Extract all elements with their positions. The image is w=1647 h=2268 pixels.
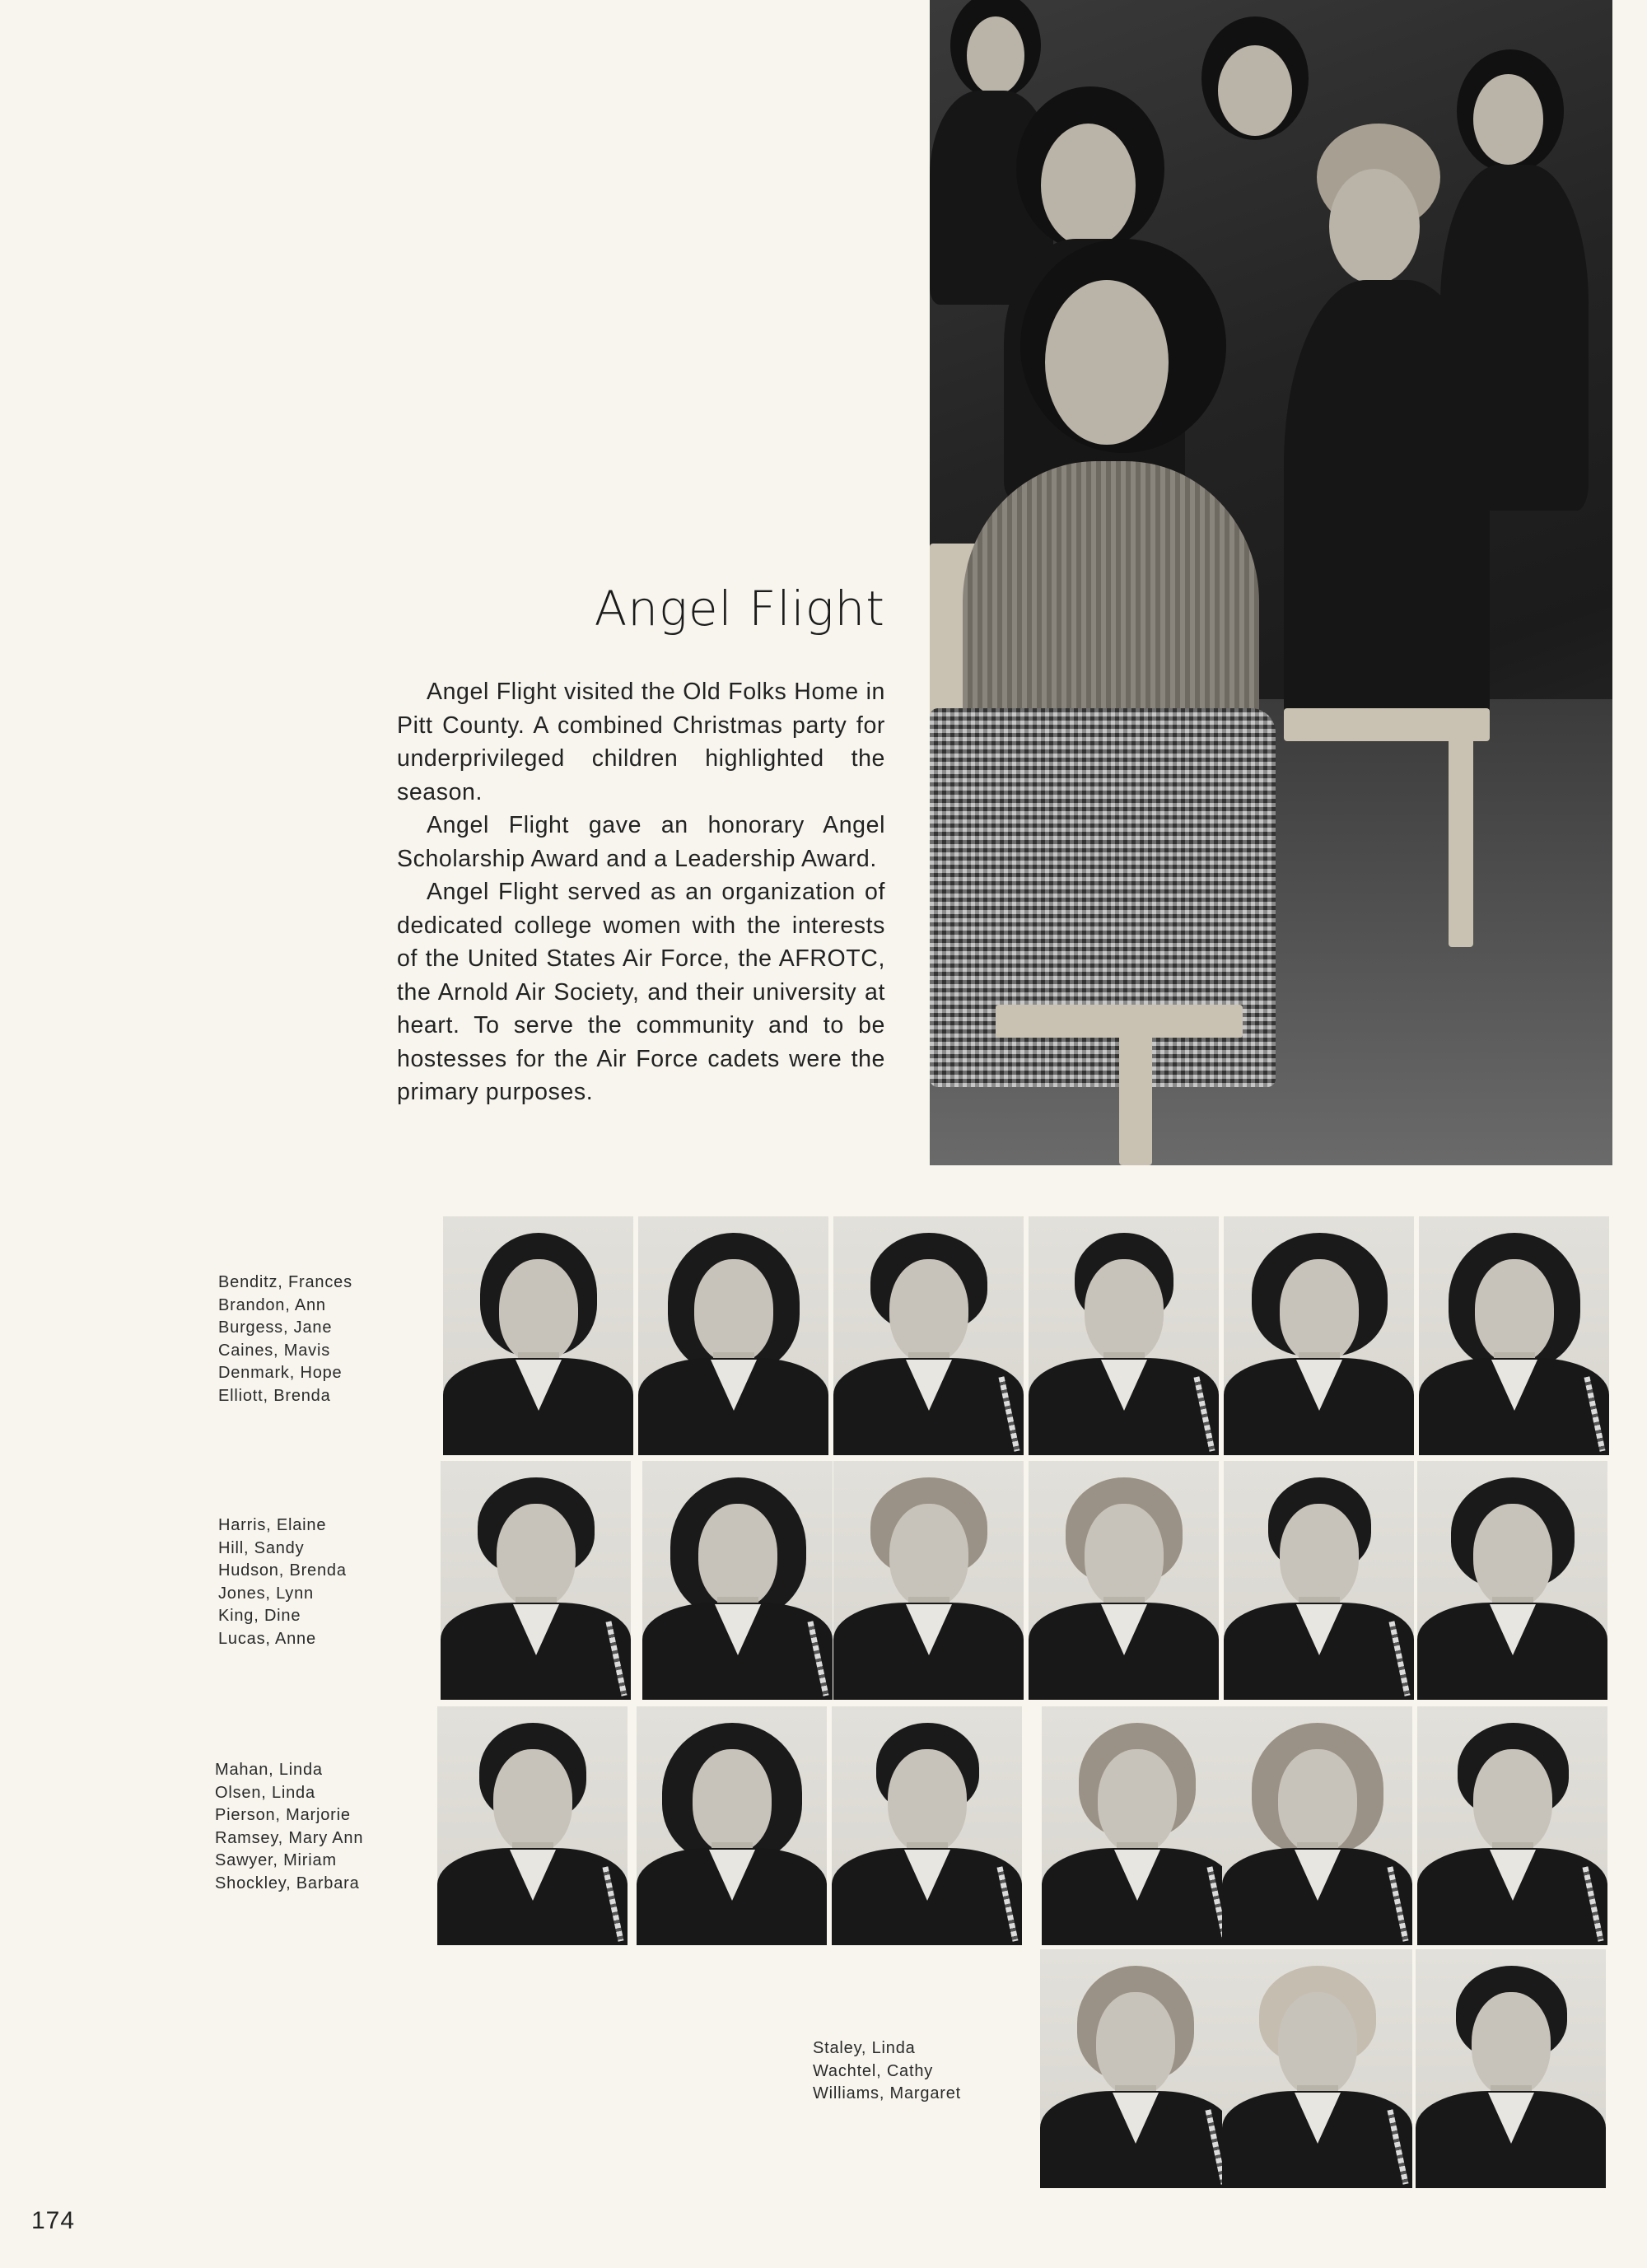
portrait: [441, 1461, 631, 1700]
portrait: [1222, 1949, 1412, 2188]
name-list-row-3: [215, 1759, 363, 1896]
member-name: Hudson, Brenda: [218, 1561, 347, 1580]
page-number: 174: [31, 2207, 76, 2234]
portrait: [437, 1706, 628, 1945]
member-name: Williams, Margaret: [813, 2084, 961, 2103]
portrait: [1417, 1461, 1607, 1700]
name-list-row-4: [813, 2037, 961, 2106]
portrait: [833, 1216, 1024, 1455]
article-body: [397, 675, 885, 1109]
member-name: Harris, Elaine: [218, 1516, 327, 1534]
portrait: [443, 1216, 633, 1455]
portrait: [1222, 1706, 1412, 1945]
portrait: [1224, 1461, 1414, 1700]
member-name: Olsen, Linda: [215, 1783, 315, 1802]
member-name: Jones, Lynn: [218, 1584, 314, 1603]
member-name: Pierson, Marjorie: [215, 1806, 351, 1825]
portrait: [833, 1461, 1024, 1700]
member-name: Denmark, Hope: [218, 1364, 343, 1383]
portrait: [638, 1216, 828, 1455]
member-name: Ramsey, Mary Ann: [215, 1828, 364, 1847]
member-name: Burgess, Jane: [218, 1318, 333, 1337]
member-name: Lucas, Anne: [218, 1629, 316, 1648]
name-list-row-2: [218, 1514, 347, 1651]
member-name: Benditz, Frances: [218, 1273, 352, 1291]
member-name: Elliott, Brenda: [218, 1386, 331, 1405]
page-title: Angel Flight: [594, 581, 885, 637]
portrait: [1042, 1706, 1232, 1945]
portrait: [1416, 1949, 1606, 2188]
member-name: Hill, Sandy: [218, 1538, 305, 1557]
portrait: [637, 1706, 827, 1945]
member-name: Shockley, Barbara: [215, 1874, 360, 1892]
portrait: [832, 1706, 1022, 1945]
member-name: Wachtel, Cathy: [813, 2061, 934, 2080]
member-name: King, Dine: [218, 1607, 301, 1626]
portrait: [642, 1461, 833, 1700]
name-list-row-1: [218, 1272, 352, 1408]
portrait: [1224, 1216, 1414, 1455]
member-name: Brandon, Ann: [218, 1295, 326, 1314]
portrait: [1419, 1216, 1609, 1455]
member-name: Caines, Mavis: [218, 1341, 330, 1360]
portrait: [1040, 1949, 1230, 2188]
group-photo: [930, 0, 1612, 1165]
paragraph: Angel Flight visited the Old Folks Home in Pitt County. A combined Christmas party for underprivileged children highlighted the season.: [397, 679, 885, 805]
member-name: Mahan, Linda: [215, 1761, 323, 1779]
portrait: [1417, 1706, 1607, 1945]
paragraph: Angel Flight gave an honorary Angel Scholarship Award and a Leadership Award.: [397, 812, 885, 872]
portrait: [1029, 1461, 1219, 1700]
member-name: Sawyer, Miriam: [215, 1851, 337, 1870]
portrait: [1029, 1216, 1219, 1455]
paragraph: Angel Flight served as an organization of dedicated college women with the interests of the United States Air Force, the AFROTC, the Arnold Air Society, and their university at heart. To serve the community and to be hostesses for the Air Force cadets were the primary purposes.: [397, 879, 885, 1105]
member-name: Staley, Linda: [813, 2039, 916, 2057]
